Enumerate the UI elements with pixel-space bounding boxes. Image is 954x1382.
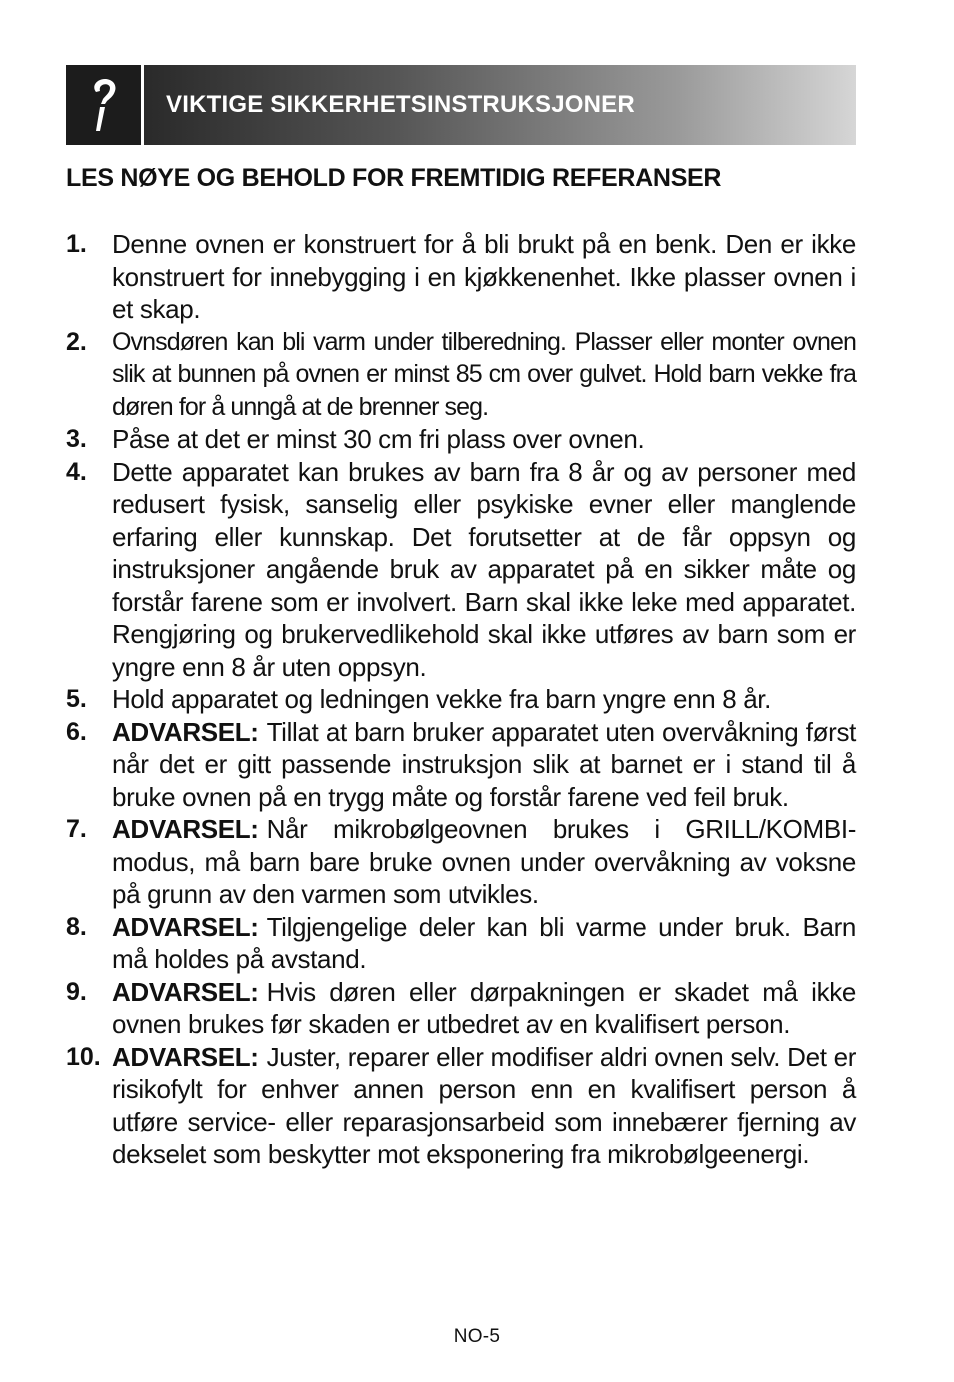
item-text: Juster, reparer eller modifiser aldri ovnen selv. Det er risikofylt for enhver annen person enn en kvalifisert person å utføre service- eller reparasjonsarbeid som innebærer fjerning av dekselet som beskytter mot eksponering fra mikrobølgeenergi. — [112, 1041, 856, 1169]
item-text: Hvis døren eller dørpakningen er skadet må ikke ovnen brukes før skaden er utbedret av en kvalifisert person. — [112, 976, 856, 1039]
list-item — [66, 423, 856, 456]
item-content — [112, 1041, 856, 1171]
item-content — [112, 813, 856, 911]
item-number: 3. — [66, 425, 87, 453]
warning-label: ADVARSEL: — [112, 716, 259, 747]
warning-label: ADVARSEL: — [112, 814, 259, 844]
item-number: 7. — [66, 815, 87, 843]
item-number: 4. — [66, 457, 87, 486]
page-number: NO-5 — [453, 1326, 501, 1347]
item-number: 1. — [66, 230, 87, 258]
list-item — [66, 911, 856, 976]
item-text: Hold apparatet og ledningen vekke fra barn yngre enn 8 år. — [112, 684, 772, 714]
list-item — [66, 326, 856, 424]
page-title: VIKTIGE SIKKERHETSINSTRUKSJONER — [166, 91, 635, 118]
list-item — [66, 976, 856, 1041]
item-number: 5. — [66, 685, 87, 713]
list-item — [66, 683, 856, 716]
item-content — [112, 911, 856, 976]
list-item — [66, 813, 856, 911]
list-item — [66, 456, 856, 684]
list-item — [66, 1041, 856, 1171]
item-text: Når mikrobølgeovnen brukes i GRILL/KOMBI-modus, må barn bare bruke ovnen under overvåkning av voksne på grunn av den varmen som utvikles. — [112, 814, 856, 909]
item-text: Tillat at barn bruker apparatet uten overvåkning først når det er gitt passende instruksjon slik at barnet er i stand til å bruke ovnen på en trygg måte og forstår farene ved feil bruk. — [112, 716, 856, 812]
item-number: 9. — [66, 977, 87, 1006]
item-text: Denne ovnen er konstruert for å bli brukt på en benk. Den er ikke konstruert for innebygging i en kjøkkenenhet. Ikke plasser ovnen i et skap. — [112, 229, 856, 324]
item-text: Dette apparatet kan brukes av barn fra 8 år og av personer med redusert fysisk, sanselig eller psykiske evner eller manglende erfaring eller kunnskap. Det forutsetter at de får oppsyn og instruksjoner angående bruk av apparatet på en sikker måte og forstår farene som er involvert. Barn skal ikke leke med apparatet. Rengjøring og brukervedlikehold skal ikke utføres av barn som er yngre enn 8 år uten oppsyn. — [112, 456, 856, 682]
warning-label: ADVARSEL: — [112, 976, 259, 1007]
item-content — [112, 976, 856, 1041]
item-number: 6. — [66, 717, 87, 746]
item-text: Påse at det er minst 30 cm fri plass over ovnen. — [112, 424, 645, 454]
list-item — [66, 228, 856, 326]
subheading: LES NØYE OG BEHOLD FOR FREMTIDIG REFERANSER — [66, 164, 722, 192]
item-number: 8. — [66, 912, 87, 941]
item-number: 2. — [66, 327, 87, 356]
section-header — [66, 65, 856, 145]
exclamation-icon — [66, 65, 144, 145]
item-text: Tilgjengelige deler kan bli varme under bruk. Barn må holdes på avstand. — [112, 911, 856, 974]
warning-label: ADVARSEL: — [112, 1041, 259, 1072]
item-number: 10. — [66, 1042, 101, 1071]
item-text: Ovnsdøren kan bli varm under tilberedning. Plasser eller monter ovnen slik at bunnen på ovnen er minst 85 cm over gulvet. Hold barn vekke fra døren for å unngå at de brenner seg. — [112, 327, 856, 421]
item-content — [112, 716, 856, 814]
list-item — [66, 716, 856, 814]
instructions-list — [66, 228, 856, 1171]
header-title-bar — [144, 65, 856, 145]
warning-label: ADVARSEL: — [112, 911, 259, 942]
